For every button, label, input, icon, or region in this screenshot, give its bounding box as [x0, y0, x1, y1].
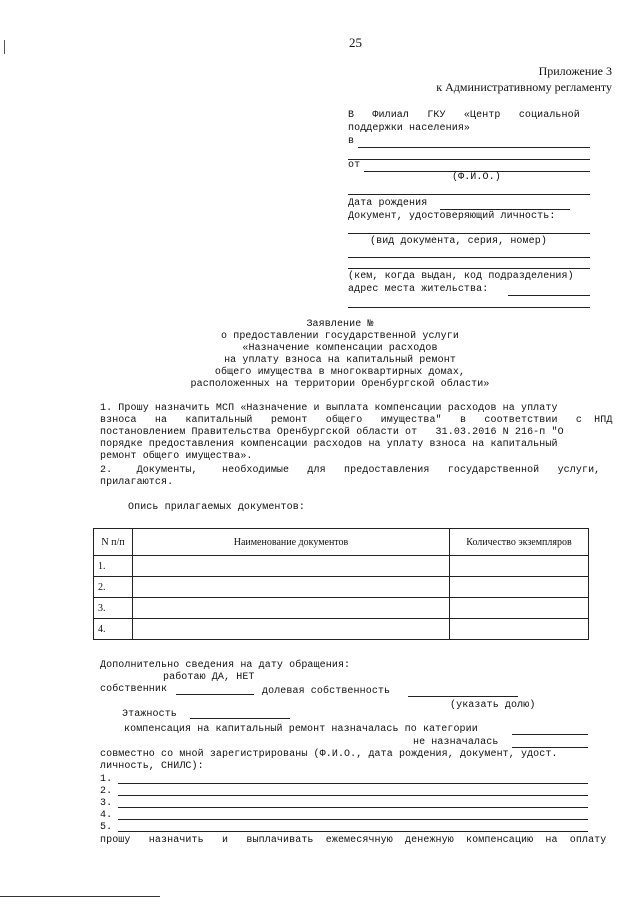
page-number: 25 — [349, 35, 362, 50]
address-line2[interactable] — [348, 307, 590, 308]
floor-line[interactable] — [190, 718, 290, 719]
address-line1[interactable] — [508, 295, 590, 296]
shared-line[interactable] — [408, 696, 518, 697]
row-num: 3. — [94, 598, 133, 619]
row-name-cell[interactable] — [133, 619, 450, 640]
issued-hint: (кем, когда выдан, код подразделения) — [348, 271, 574, 282]
title-line1: Заявление № — [306, 319, 374, 330]
address-label: адрес места жительства: — [348, 284, 489, 295]
registered-item-line[interactable] — [118, 831, 588, 832]
owner-line[interactable] — [176, 694, 254, 695]
id-doc-line[interactable] — [348, 233, 590, 234]
comp-not-assigned: не назначалась — [413, 737, 499, 748]
comp-category-line[interactable] — [512, 734, 588, 735]
row-num: 1. — [94, 556, 133, 577]
table-row — [94, 577, 589, 598]
comp-assigned: компенсация на капитальный ремонт назначалась по категории — [124, 724, 478, 735]
shared-label: долевая собственность — [262, 686, 391, 697]
p2-line1: 2. Документы, необходимые для предоставления государственной услуги, — [100, 465, 601, 476]
row-qty-cell[interactable] — [450, 619, 589, 640]
row-qty-cell[interactable] — [450, 577, 589, 598]
p2-line2: прилагаются. — [100, 477, 174, 488]
title-line6: расположенных на территории Оренбургской области» — [190, 379, 490, 390]
id-doc-label: Документ, удостоверяющий личность: — [348, 211, 556, 222]
floor-label: Этажность — [122, 709, 177, 720]
fio-hint: (Ф.И.О.) — [452, 172, 501, 183]
registered-item-num: 2. — [100, 786, 113, 797]
p1-line5: ремонт общего имущества». — [100, 451, 253, 462]
p1-line3: постановлением Правительства Оренбургской области от 31.03.2016 N 216-п "О — [100, 427, 564, 438]
row-qty-cell[interactable] — [450, 598, 589, 619]
table-row — [94, 556, 589, 577]
registered-item-line[interactable] — [118, 819, 588, 820]
registered-item-line[interactable] — [118, 783, 588, 784]
registered-item-line[interactable] — [118, 807, 588, 808]
final-line: прошу назначить и выплачивать ежемесячную денежную компенсацию на оплату — [100, 835, 607, 846]
title-line3: «Назначение компенсации расходов — [242, 343, 438, 354]
addressee-in-prefix: в — [348, 136, 355, 147]
footnote-rule — [0, 896, 160, 897]
issued-line2[interactable] — [348, 268, 590, 269]
col-header-qty: Количество экземпляров — [450, 529, 589, 556]
col-header-name: Наименование документов — [133, 529, 450, 556]
table-row — [94, 619, 589, 640]
table-row — [94, 598, 589, 619]
addressee-to-line2: поддержки населения» — [348, 123, 471, 134]
scan-margin-mark — [4, 40, 5, 54]
addressee-from-prefix: от — [348, 160, 361, 171]
title-line5: общего имущества в многоквартирных домах, — [214, 367, 466, 378]
registered-item-num: 3. — [100, 798, 113, 809]
addressee-to-line1: В Филиал ГКУ «Центр социальной — [348, 110, 580, 121]
fio-line2[interactable] — [348, 194, 590, 195]
col-header-num: N п/п — [94, 529, 133, 556]
owner-label: собственник — [100, 684, 168, 695]
row-num: 4. — [94, 619, 133, 640]
documents-table — [93, 528, 589, 640]
row-name-cell[interactable] — [133, 556, 450, 577]
title-line4: на уплату взноса на капитальный ремонт — [224, 355, 456, 366]
registered-item-num: 1. — [100, 774, 113, 785]
issued-line1[interactable] — [348, 257, 590, 258]
appendix-line2: к Административному регламенту — [436, 80, 612, 94]
birth-label: Дата рождения — [348, 198, 428, 209]
extra-heading: Дополнительно сведения на дату обращения: — [100, 660, 351, 671]
appendix-line1: Приложение 3 — [538, 64, 612, 78]
row-qty-cell[interactable] — [450, 556, 589, 577]
addressee-in-line[interactable] — [358, 147, 590, 148]
registered-line1: совместно со мной зарегистрированы (Ф.И.О., дата рождения, документ, удост. — [100, 749, 558, 760]
inventory-label: Опись прилагаемых документов: — [128, 502, 305, 513]
p1-line4: порядке предоставления компенсации расходов на уплату взноса на капитальный — [100, 439, 558, 450]
p1-line1: 1. Прошу назначить МСП «Назначение и выплата компенсации расходов на уплату — [100, 403, 558, 414]
registered-item-num: 4. — [100, 810, 113, 821]
registered-item-line[interactable] — [118, 795, 588, 796]
birth-line[interactable] — [440, 209, 570, 210]
p1-line2: взноса на капитальный ремонт общего имущества" в соответствии с НПД — [100, 415, 613, 426]
registered-item-num: 5. — [100, 822, 113, 833]
row-num: 2. — [94, 577, 133, 598]
id-doc-hint: (вид документа, серия, номер) — [370, 236, 547, 247]
row-name-cell[interactable] — [133, 577, 450, 598]
registered-line2: личность, СНИЛС): — [100, 761, 204, 772]
table-header-row — [94, 529, 589, 556]
comp-not-line[interactable] — [512, 747, 588, 748]
shared-hint: (указать долю) — [450, 700, 536, 711]
works-field: работаю ДА, НЕТ — [163, 672, 255, 683]
addressee-in-line2[interactable] — [348, 159, 590, 160]
row-name-cell[interactable] — [133, 598, 450, 619]
title-line2: о предоставлении государственной услуги — [221, 331, 459, 342]
